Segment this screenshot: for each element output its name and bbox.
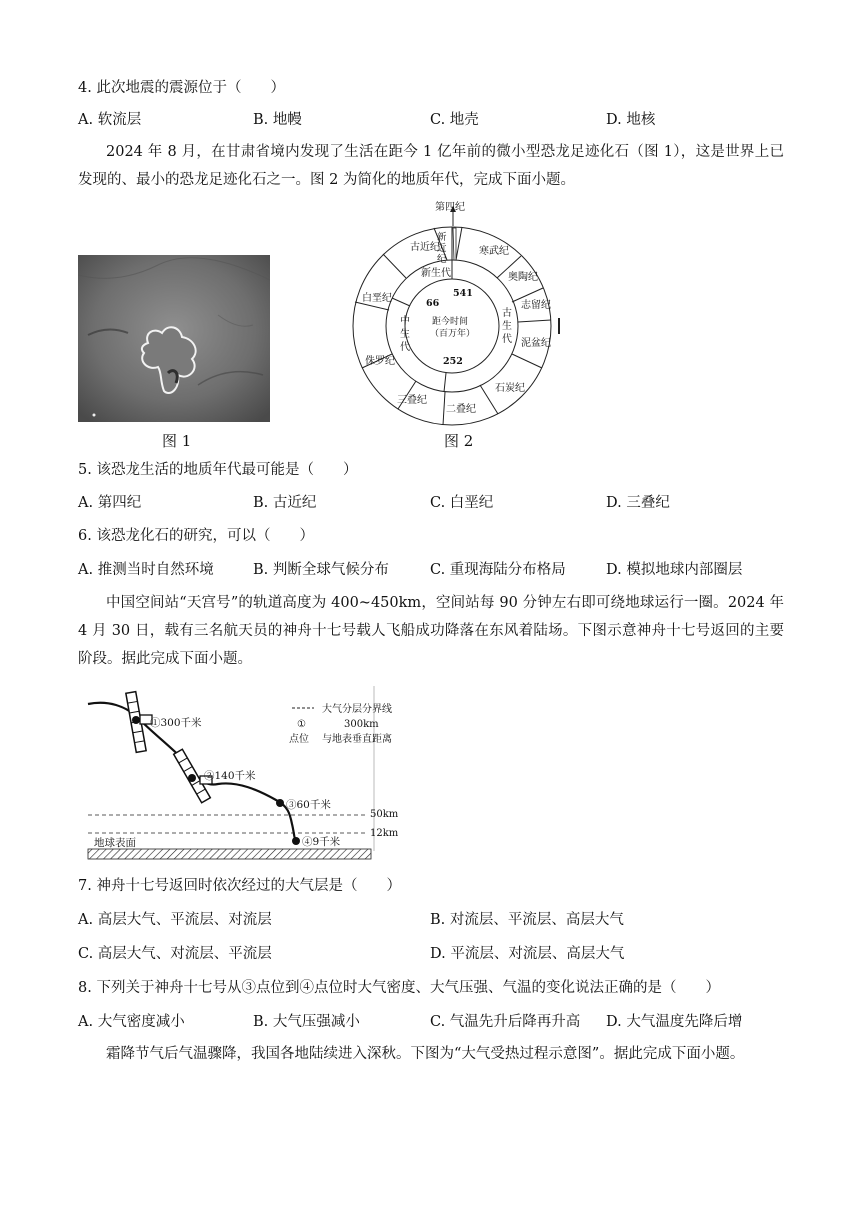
- legend-distance-text: 与地表垂直距离: [322, 734, 392, 745]
- q7-option-d: D. 平流层、对流层、高层大气: [430, 946, 625, 962]
- figure-2-geologic-time-chart: [340, 198, 565, 430]
- q5-option-a: A. 第四纪: [78, 495, 142, 511]
- legend-point-symbol: ①: [297, 719, 306, 730]
- center-label-2: （百万年）: [430, 329, 476, 339]
- figure-1-photo: [78, 255, 270, 422]
- label-cambrian: 寒武纪: [479, 246, 509, 257]
- q5-stem: 5. 该恐龙生活的地质年代最可能是（ ）: [78, 462, 358, 478]
- label-66: 66: [426, 298, 440, 309]
- intro-paragraph-3: 霜降节气后气温骤降，我国各地陆续进入深秋。下图为“大气受热过程示意图”。据此完成下面小题。: [106, 1046, 745, 1062]
- label-cretaceous: 白垩纪: [362, 293, 392, 304]
- label-paleogene: 古近纪: [410, 242, 440, 253]
- point-1-label: ①300千米: [150, 717, 202, 729]
- label-neogene-3: 纪: [437, 254, 447, 265]
- label-paleozoic-3: 代: [502, 334, 512, 345]
- q4-option-d: D. 地核: [606, 112, 656, 128]
- intro-paragraph-2: 中国空间站“天宫号”的轨道高度为 400~450km，空间站每 90 分钟左右即可绕地球运行一圈。2024 年 4 月 30 日，载有三名航天员的神舟十七号载人飞船成功降落在东风着陆场。下图示意神舟十七号返回的主要阶段。据此完成下面小题。: [78, 595, 784, 667]
- label-paleozoic-1: 古: [502, 308, 512, 319]
- label-541: 541: [453, 288, 473, 299]
- label-ordovician: 奥陶纪: [508, 272, 538, 283]
- label-mesozoic-1: 中: [400, 316, 410, 327]
- q7-option-c: C. 高层大气、对流层、平流层: [78, 946, 272, 962]
- q7-option-a: A. 高层大气、平流层、对流层: [78, 912, 272, 928]
- label-mesozoic-3: 代: [400, 342, 410, 353]
- q8-stem: 8. 下列关于神舟十七号从③点位到④点位时大气密度、大气压强、气温的变化说法正确的是（ ）: [78, 980, 720, 996]
- q4-option-b: B. 地幔: [253, 112, 302, 128]
- q8-option-b: B. 大气压强减小: [253, 1014, 360, 1030]
- legend-point-text: 点位: [289, 734, 309, 745]
- q4-option-a: A. 软流层: [78, 112, 142, 128]
- legend-boundary-text: 大气分层分界线: [322, 704, 392, 715]
- center-label-1: 距今时间: [432, 317, 469, 327]
- q7-option-b: B. 对流层、平流层、高层大气: [430, 912, 624, 928]
- label-permian: 二叠纪: [446, 404, 476, 415]
- label-cenozoic: 新生代: [421, 268, 451, 279]
- q5-option-b: B. 古近纪: [253, 495, 317, 511]
- label-252: 252: [443, 356, 463, 367]
- q8-option-c: C. 气温先升后降再升高: [430, 1014, 581, 1030]
- point-3-label: ③60千米: [286, 799, 331, 811]
- legend-distance-value: 300km: [344, 719, 379, 730]
- label-paleozoic-2: 生: [502, 321, 512, 332]
- q4-option-c: C. 地壳: [430, 112, 479, 128]
- figure-2-caption: 图 2: [444, 432, 474, 450]
- q5-option-d: D. 三叠纪: [606, 495, 670, 511]
- label-mesozoic-2: 生: [400, 329, 410, 340]
- boundary-12km-label: 12km: [370, 828, 399, 839]
- q8-option-a: A. 大气密度减小: [78, 1014, 185, 1030]
- q8-option-d: D. 大气温度先降后增: [606, 1014, 743, 1030]
- q6-stem: 6. 该恐龙化石的研究，可以（ ）: [78, 528, 314, 544]
- q5-option-c: C. 白垩纪: [430, 495, 494, 511]
- label-jurassic: 侏罗纪: [365, 356, 395, 367]
- label-neogene-2: 近: [437, 243, 447, 254]
- boundary-50km-label: 50km: [370, 809, 399, 820]
- point-4-label: ④9千米: [302, 836, 341, 848]
- ground-label: 地球表面: [94, 837, 136, 849]
- label-neogene-1: 新: [437, 232, 447, 243]
- label-silurian: 志留纪: [521, 300, 551, 311]
- intro-paragraph-1: 2024 年 8 月，在甘肃省境内发现了生活在距今 1 亿年前的微小型恐龙足迹化石（图 1），这是世界上已发现的、最小的恐龙足迹化石之一。图 2 为简化的地质年代，完成下面小题。: [78, 144, 784, 188]
- q4-stem: 4. 此次地震的震源位于（ ）: [78, 80, 285, 96]
- figure-1-caption: 图 1: [162, 432, 192, 450]
- point-2-label: ②140千米: [204, 770, 256, 782]
- label-quaternary: 第四纪: [435, 202, 465, 213]
- figure-3-return-path: [78, 686, 408, 864]
- q7-stem: 7. 神舟十七号返回时依次经过的大气层是（ ）: [78, 878, 401, 894]
- label-carboniferous: 石炭纪: [495, 383, 525, 394]
- q6-option-b: B. 判断全球气候分布: [253, 562, 389, 578]
- q6-option-c: C. 重现海陆分布格局: [430, 562, 566, 578]
- label-triassic: 三叠纪: [397, 395, 427, 406]
- label-devonian: 泥盆纪: [521, 338, 551, 349]
- q6-option-a: A. 推测当时自然环境: [78, 562, 214, 578]
- q6-option-d: D. 模拟地球内部圈层: [606, 562, 743, 578]
